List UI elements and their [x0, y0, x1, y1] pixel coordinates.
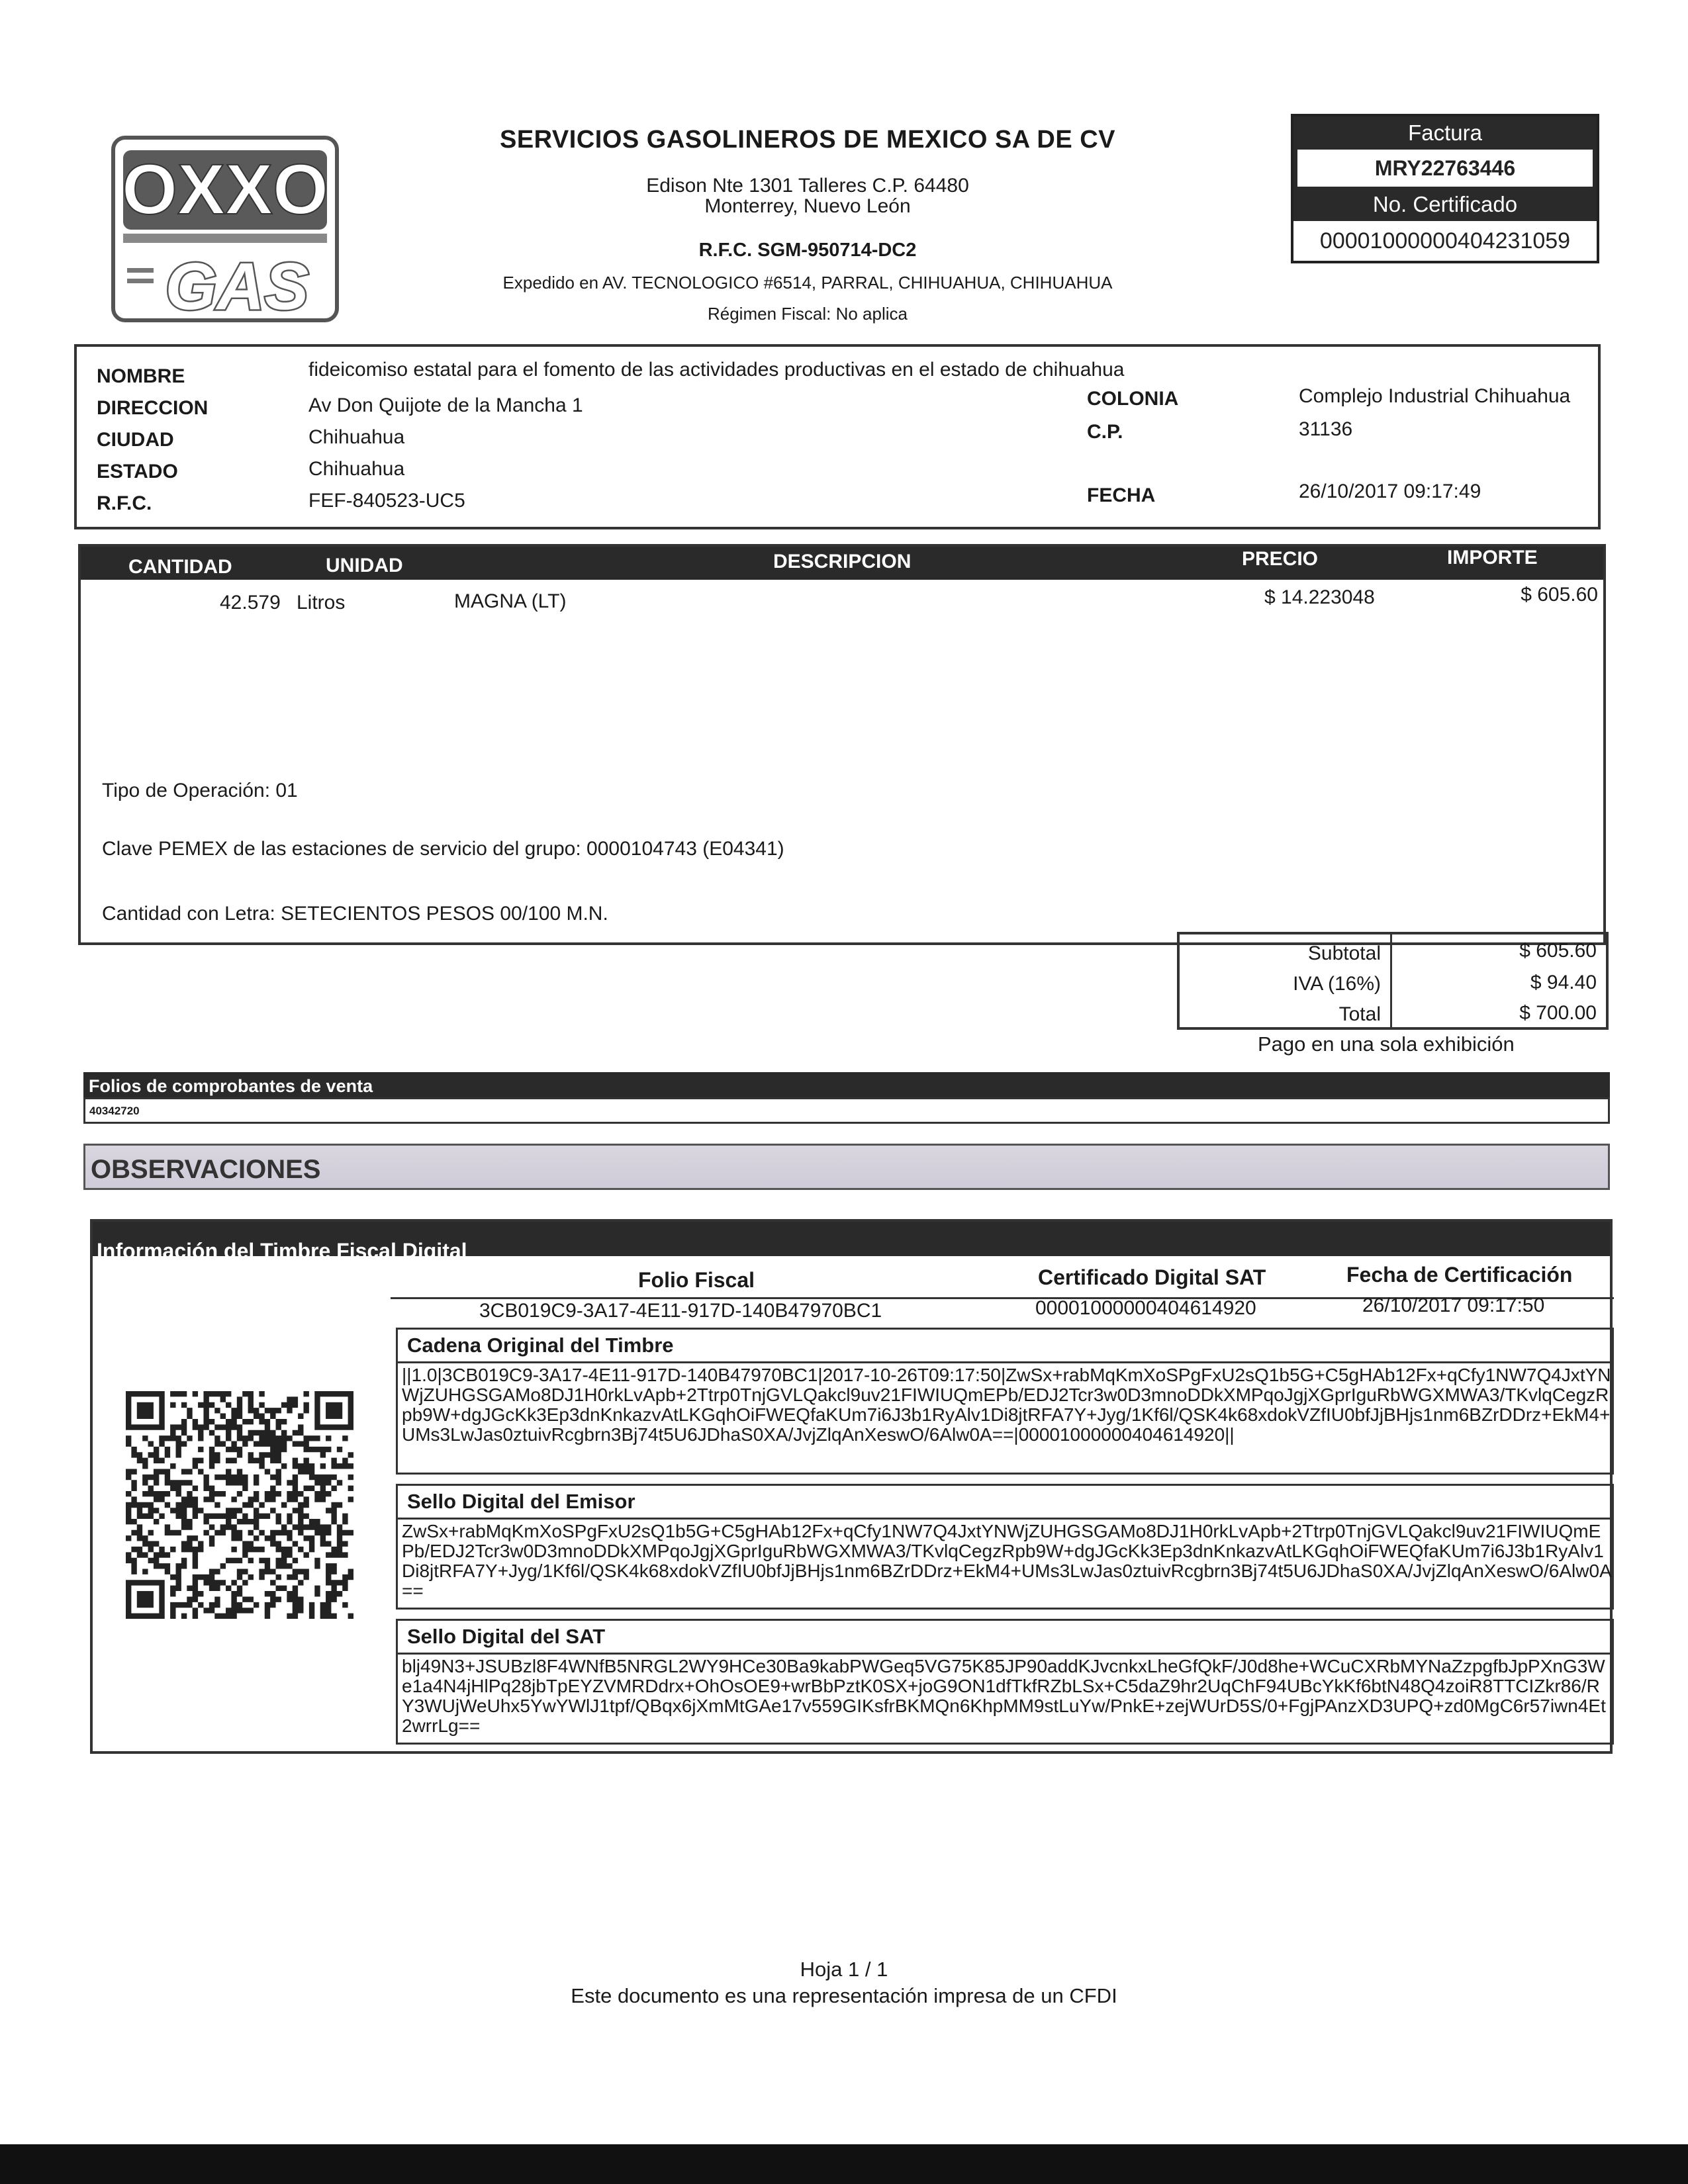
logo-top-text: OXXO	[121, 149, 329, 229]
subtotal-label: Subtotal	[1307, 942, 1381, 964]
certificado-label: No. Certificado	[1293, 187, 1597, 221]
folios-header	[83, 1072, 1610, 1097]
cadena-original-box	[396, 1328, 1614, 1475]
certificado-sat-value: 00001000000404614920	[1035, 1297, 1256, 1319]
folios-box	[83, 1097, 1610, 1124]
logo-bottom-text: GAS	[165, 250, 309, 322]
factura-label: Factura	[1293, 116, 1597, 150]
item-importe: $ 605.60	[1521, 584, 1598, 606]
regimen-fiscal: Régimen Fiscal: No aplica	[707, 304, 908, 324]
header-unidad: UNIDAD	[326, 555, 403, 576]
sello-emisor-label: Sello Digital del Emisor	[407, 1490, 635, 1513]
nombre-value: fideicomiso estatal para el fomento de las actividades productivas en el estado de chihuahua	[308, 359, 1125, 381]
sello-sat-rule	[398, 1653, 1612, 1655]
item-descripcion: MAGNA (LT)	[454, 590, 567, 612]
page-number: Hoja 1 / 1	[800, 1958, 888, 1981]
cadena-rule	[398, 1361, 1612, 1363]
tipo-operacion: Tipo de Operación: 01	[102, 780, 298, 801]
ciudad-value: Chihuahua	[308, 426, 405, 448]
fecha-cert-label: Fecha de Certificación	[1346, 1263, 1573, 1287]
folio-fiscal-value: 3CB019C9-3A17-4E11-917D-140B47970BC1	[479, 1300, 882, 1322]
sello-sat-value: blj49N3+JSUBzl8F4WNfB5NRGL2WY9HCe30Ba9kabPWGeq5VG75K85JP90addKJvcnkxLheGfQkF/J0d8he+WCuCXRbMYNaZzpgfbJpPXnG3We1a4N4jHlPq28jbTpEYZVMRDdrx+OhOsOE9+wrBbPztK0SX+joG9ON1dfTkfRZbLSx+C5daZ9hr2UqChF94UBcYkKf6btN48Q4zoiR8TTCIZkr86/RY3WUjWeUhx5YwYWlJ1tpf/QBqx6jXmMtGAe17v559GIKsfrBKMQn6KhpMM9stLuYw/PnkE+zejWUrD5S/0+FgjPAnzXD3UPQ+zd0MgC6r57iwn4Et2wrrLg==	[402, 1656, 1606, 1736]
rfc-value: FEF-840523-UC5	[308, 490, 465, 512]
estado-value: Chihuahua	[308, 458, 405, 480]
ciudad-label: CIUDAD	[97, 429, 174, 451]
expedido-en: Expedido en AV. TECNOLOGICO #6514, PARRAL, CHIHUAHUA, CHIHUAHUA	[502, 273, 1113, 293]
header-precio: PRECIO	[1242, 548, 1319, 570]
total-value: $ 700.00	[1519, 1002, 1597, 1024]
sello-sat-box	[396, 1619, 1614, 1745]
sello-emisor-value: ZwSx+rabMqKmXoSPgFxU2sQ1b5G+C5gHAb12Fx+qCfy1NW7Q4JxtYNWjZUHGSGAMo8DJ1H0rkLvApb+2Ttrp0TnjGVLQakcl9uv21FIWIUQmEPb/EDJ2Tcr3w0D3mnoDDkXMPqoJgjXGprIguRbWGXMWA3/TKvlqCegzRpb9W+dgJGcKk3Ep3dnKnkazvAtLKGqhOiFWEQfaKUm7i6J3b1RyAlv1Di8jtRFA7Y+Jyg/1Kf6l/QSK4k68xdokVZfIU0bfJjBHjs1nm6BZrDDrz+EkM4+UMs3LwJas0ztuivRcgbrn3Bj74t5U6JDhaS0XA/JvjZlqAnXeswO/6Alw0A==	[402, 1521, 1612, 1601]
timbre-header	[93, 1222, 1610, 1263]
sello-emisor-rule	[398, 1518, 1612, 1520]
client-info-box	[74, 344, 1601, 529]
total-label: Total	[1338, 1003, 1381, 1025]
cadena-label: Cadena Original del Timbre	[407, 1334, 674, 1357]
item-precio: $ 14.223048	[1264, 586, 1375, 608]
fecha-cert-value: 26/10/2017 09:17:50	[1362, 1295, 1545, 1316]
items-header	[81, 547, 1603, 580]
scan-bottom-edge	[0, 2144, 1688, 2184]
header-descripcion: DESCRIPCION	[773, 551, 912, 572]
sello-emisor-box	[396, 1484, 1614, 1610]
pago-exhibicion: Pago en una sola exhibición	[1258, 1032, 1515, 1056]
header-importe: IMPORTE	[1447, 547, 1538, 569]
company-address-line2: Monterrey, Nuevo León	[704, 195, 911, 217]
cp-value: 31136	[1299, 418, 1353, 440]
company-rfc: R.F.C. SGM-950714-DC2	[698, 240, 917, 261]
oxxo-gas-logo	[111, 136, 339, 322]
timbre-fiscal-box	[90, 1219, 1613, 1754]
rfc-label: R.F.C.	[97, 492, 152, 514]
totals-box	[1177, 932, 1609, 1030]
folios-title: Folios de comprobantes de venta	[89, 1076, 373, 1096]
item-unidad: Litros	[297, 592, 346, 614]
certificado-number: 00001000000404231059	[1293, 221, 1597, 261]
clave-pemex: Clave PEMEX de las estaciones de servicio del grupo: 0000104743 (E04341)	[102, 838, 784, 860]
items-box	[78, 544, 1606, 945]
direccion-label: DIRECCION	[97, 397, 209, 419]
iva-value: $ 94.40	[1530, 972, 1597, 993]
qr-code	[126, 1391, 353, 1622]
certificado-sat-label: Certificado Digital SAT	[1038, 1265, 1266, 1289]
iva-label: IVA (16%)	[1293, 973, 1381, 995]
folios-value: 40342720	[89, 1105, 140, 1117]
sello-sat-label: Sello Digital del SAT	[407, 1625, 606, 1648]
subtotal-value: $ 605.60	[1519, 940, 1597, 962]
cantidad-letra: Cantidad con Letra: SETECIENTOS PESOS 00/100 M.N.	[102, 903, 608, 925]
factura-box	[1291, 114, 1599, 263]
company-address-line1: Edison Nte 1301 Talleres C.P. 64480	[646, 175, 969, 197]
colonia-label: COLONIA	[1087, 388, 1179, 410]
timbre-title: Información del Timbre Fiscal Digital	[97, 1239, 467, 1263]
observaciones-bar	[83, 1144, 1610, 1190]
direccion-value: Av Don Quijote de la Mancha 1	[308, 394, 583, 416]
folio-fiscal-label: Folio Fiscal	[638, 1268, 755, 1292]
totals-divider	[1390, 934, 1392, 1027]
estado-label: ESTADO	[97, 461, 178, 482]
header-cantidad: CANTIDAD	[128, 556, 232, 578]
company-name: SERVICIOS GASOLINEROS DE MEXICO SA DE CV	[499, 126, 1116, 154]
colonia-value: Complejo Industrial Chihuahua	[1299, 385, 1571, 407]
cp-label: C.P.	[1087, 421, 1123, 443]
cfdi-note: Este documento es una representación impresa de un CFDI	[571, 1984, 1117, 2007]
nombre-label: NOMBRE	[97, 365, 185, 387]
observaciones-title: OBSERVACIONES	[91, 1155, 321, 1184]
cadena-value: ||1.0|3CB019C9-3A17-4E11-917D-140B47970BC1|2017-10-26T09:17:50|ZwSx+rabMqKmXoSPgFxU2sQ1b5G+C5gHAb12Fx+qCfy1NW7Q4JxtYNWjZUHGSGAMo8DJ1H0rkLvApb+2Ttrp0TnjGVLQakcl9uv21FIWIUQmEPb/EDJ2Tcr3w0D3mnoDDkXMPqoJgjXGprIguRbWGXMWA3/TKvlqCegzRpb9W+dgJGcKk3Ep3dnKnkazvAtLKGqhOiFWEQfaKUm7i6J3b1RyAlv1Di8jtRFA7Y+Jyg/1Kf6l/QSK4k68xdokVZfIU0bfJjBHjs1nm6BZrDDrz+EkM4+UMs3LwJas0ztuivRcgbrn3Bj74t5U6JDhaS0XA/JvjZlqAnXeswO/6Alw0A==|00001000000404614920||	[402, 1365, 1611, 1445]
fecha-label: FECHA	[1087, 484, 1156, 506]
fecha-value: 26/10/2017 09:17:49	[1299, 480, 1481, 502]
item-cantidad: 42.579	[220, 592, 281, 614]
factura-number: MRY22763446	[1293, 150, 1597, 187]
